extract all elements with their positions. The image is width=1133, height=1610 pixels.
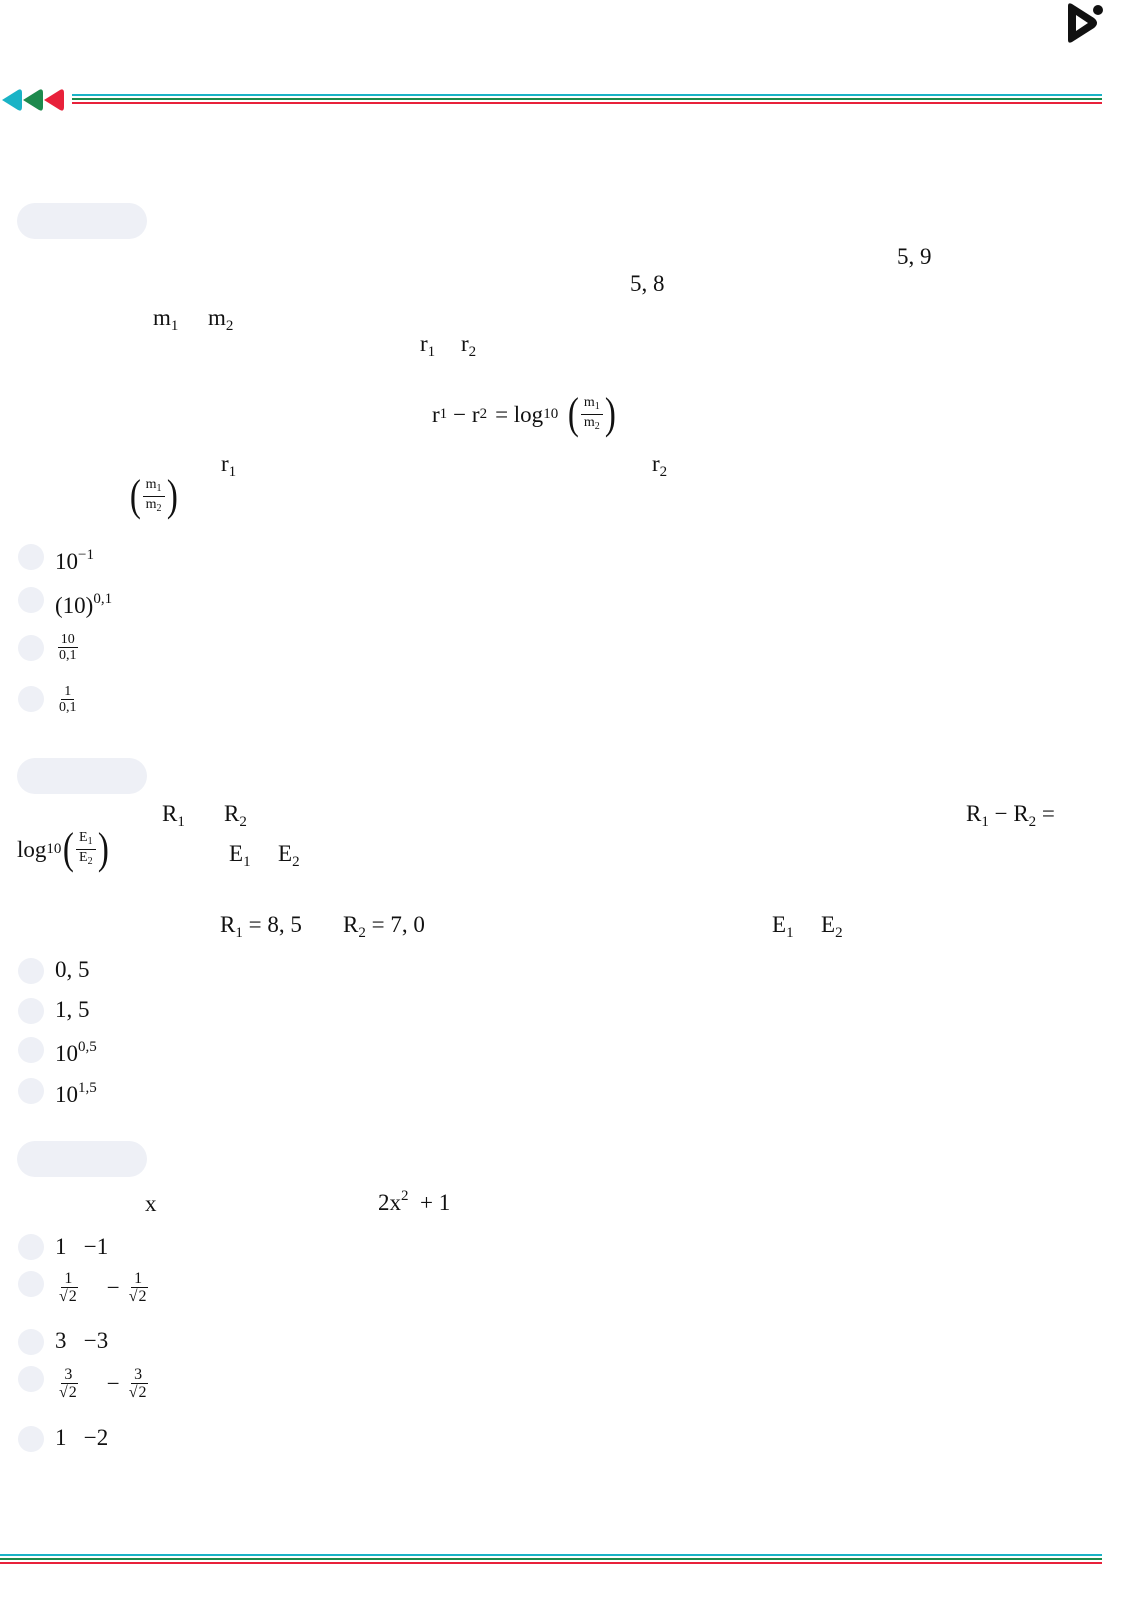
question-1-badge (17, 203, 147, 239)
q3-option-c[interactable]: 3 −3 (55, 1328, 109, 1353)
q1-r2-second: $r_2$ (652, 451, 668, 480)
q3-expression: $2x^2 + 1$ (378, 1188, 451, 1215)
q3-option-b[interactable]: $\frac{1}{√2}$ − $\frac{1}{√2}$ (59, 1270, 147, 1305)
header-stripe-cyan (72, 94, 1102, 96)
q2-difference: $R_1 - R_2$ = (966, 801, 1055, 830)
q1-option-a[interactable]: $10^{-1}$ (55, 547, 94, 574)
q1-option-c-radio[interactable] (18, 635, 44, 661)
footer-stripe-green (0, 1558, 1102, 1560)
q3-option-a-radio[interactable] (18, 1234, 44, 1260)
header-stripe-green (72, 98, 1102, 100)
q2-E2: $E_2$ (278, 841, 300, 870)
q2-option-c-radio[interactable] (18, 1037, 44, 1063)
q1-option-d-radio[interactable] (18, 686, 44, 712)
q1-value-2: 5, 8 (630, 271, 665, 296)
q1-r1-second: $r_1$ (221, 451, 237, 480)
q3-option-d-radio[interactable] (18, 1366, 44, 1392)
q1-option-b-radio[interactable] (18, 587, 44, 613)
q2-E1-second: $E_1$ (772, 912, 794, 941)
q2-R1-value: $R_1 = 8$, 5 (220, 912, 302, 941)
q1-r2: $r_2$ (461, 331, 477, 360)
footer-stripe-red (0, 1562, 1102, 1564)
q3-variable: x (145, 1191, 157, 1216)
q1-m1: $m_1$ (153, 305, 179, 334)
q1-option-c[interactable]: $\frac{10}{0,1}$ (59, 632, 77, 663)
q3-option-c-radio[interactable] (18, 1329, 44, 1355)
q2-E2-second: $E_2$ (821, 912, 843, 941)
q2-option-d-radio[interactable] (18, 1078, 44, 1104)
q2-R1: $R_1$ (162, 801, 185, 830)
question-3-badge (17, 1141, 147, 1177)
q1-m2: $m_2$ (208, 305, 234, 334)
q2-option-c[interactable]: 10$^{0,5}$ (55, 1039, 97, 1066)
footer-stripe-cyan (0, 1554, 1102, 1556)
q2-option-b-radio[interactable] (18, 998, 44, 1024)
brand-logo-icon (1064, 0, 1106, 46)
q2-log-formula: log 10 ( $\frac{E_1}{E_2}$ ) (17, 824, 109, 873)
q3-option-a[interactable]: 1 −1 (55, 1234, 109, 1259)
q1-option-a-radio[interactable] (18, 544, 44, 570)
q2-option-a-radio[interactable] (18, 958, 44, 984)
q3-option-d[interactable]: $\frac{3}{√2}$ − $\frac{3}{√2}$ (59, 1366, 147, 1401)
q1-option-b[interactable]: $(10)^{0,1}$ (55, 591, 113, 618)
q1-option-d[interactable]: $\frac{1}{0,1}$ (59, 684, 77, 715)
q2-R2: $R_2$ (224, 801, 247, 830)
q2-R2-value: $R_2 = 7$, 0 (343, 912, 425, 941)
question-2-badge (17, 758, 147, 794)
q3-option-e[interactable]: 1 −2 (55, 1425, 109, 1450)
header-arrows-icon (0, 88, 70, 112)
q1-ratio: ( $\frac{m_1}{m_2}$ ) (129, 471, 178, 520)
q3-option-e-radio[interactable] (18, 1426, 44, 1452)
q2-option-a[interactable]: 0, 5 (55, 957, 90, 982)
q2-option-d[interactable]: 10$^{1,5}$ (55, 1080, 97, 1107)
q1-r1: $r_1$ (420, 331, 436, 360)
header-stripe-red (72, 102, 1102, 104)
q2-E1: $E_1$ (229, 841, 251, 870)
q1-value-1: 5, 9 (897, 244, 932, 269)
q3-option-b-radio[interactable] (18, 1271, 44, 1297)
q2-option-b[interactable]: 1, 5 (55, 997, 90, 1022)
q1-formula: r 1 − r 2 = log 10 ( $\frac{m_1}{m_2}$ ) (432, 389, 616, 438)
